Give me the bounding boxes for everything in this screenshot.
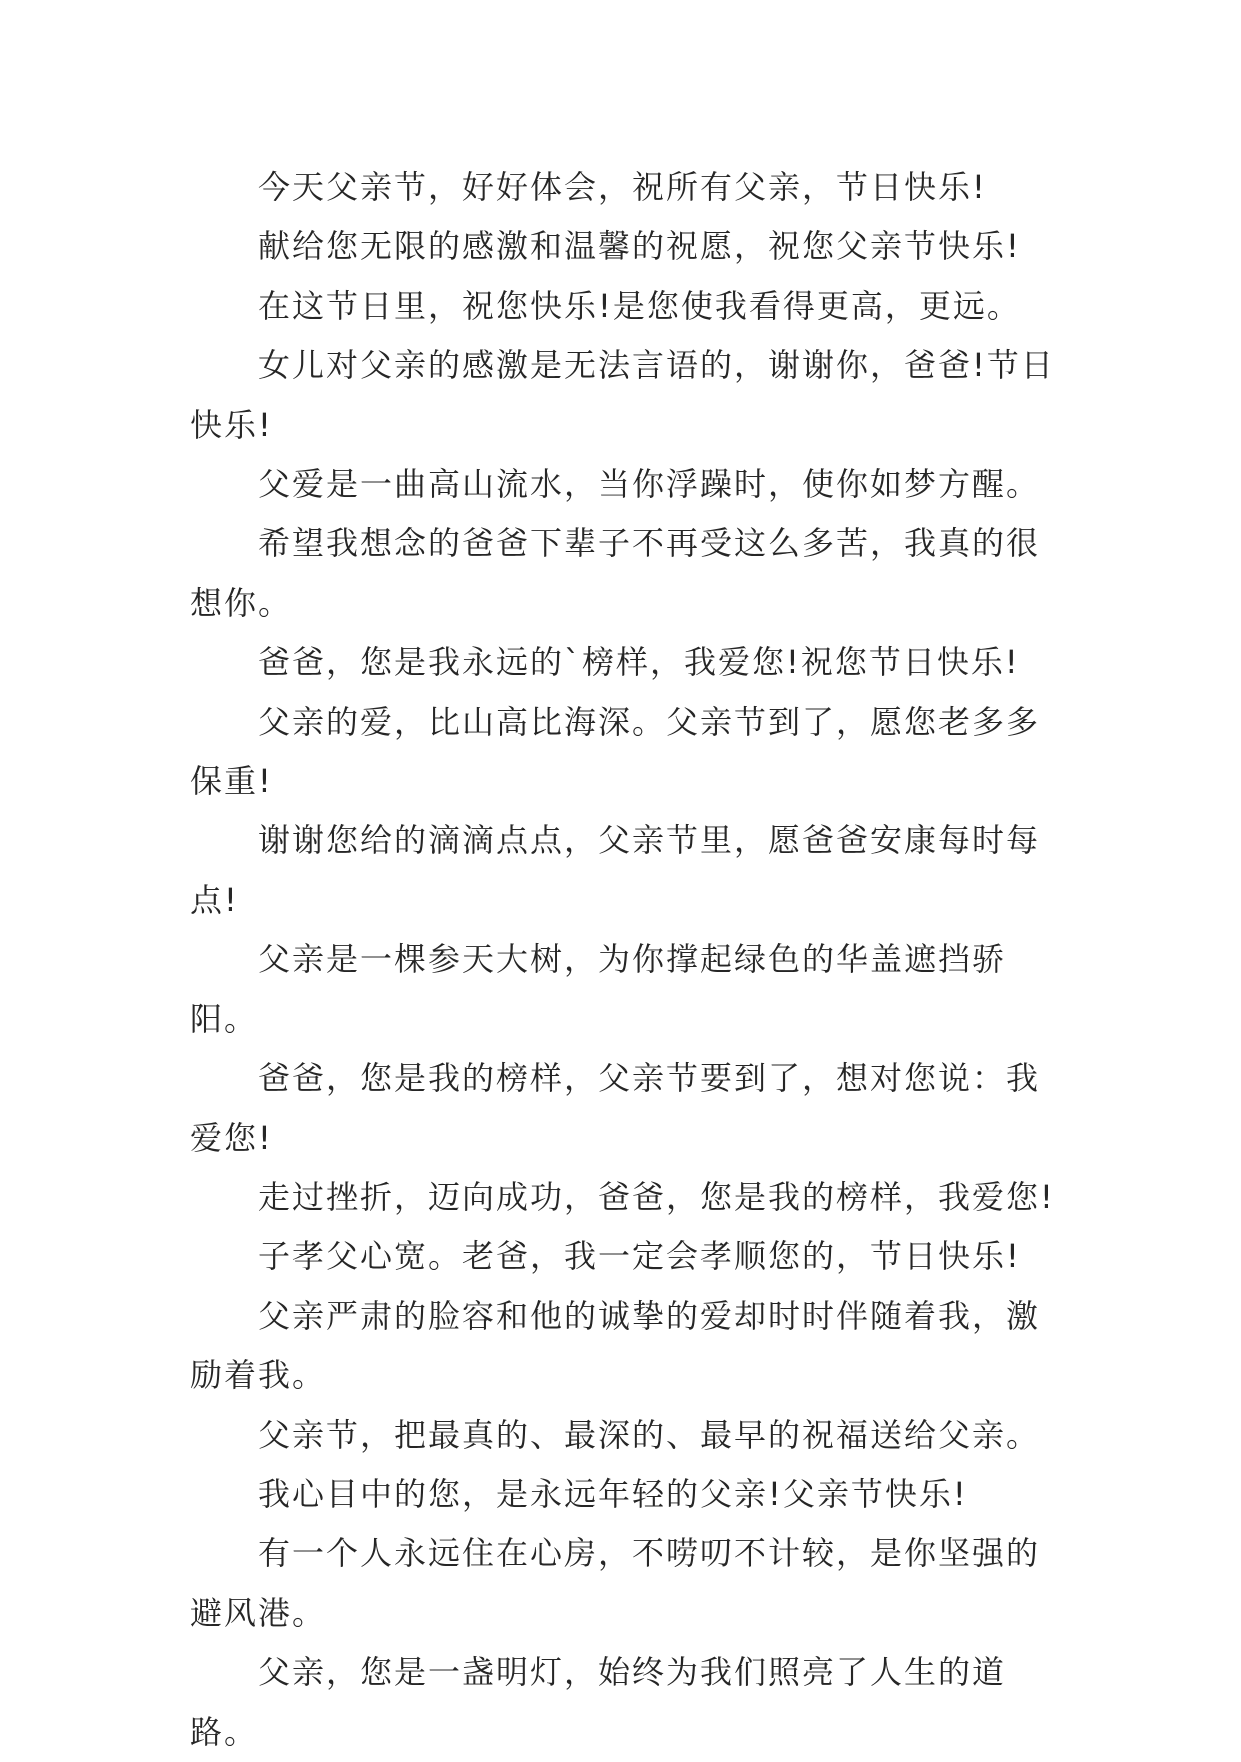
paragraph-13: 子孝父心宽。老爸，我一定会孝顺您的，节日快乐!: [258, 1237, 1021, 1276]
paragraph-16: 我心目中的您，是永远年轻的父亲!父亲节快乐!: [258, 1474, 968, 1513]
paragraph-8: 父亲的爱，比山高比海深。父亲节到了，愿您老多多保重!: [190, 702, 1041, 801]
paragraph-17: 有一个人永远住在心房，不唠叨不计较，是你坚强的避风港。: [190, 1534, 1041, 1632]
paragraph-2: 献给您无限的感激和温馨的祝愿，祝您父亲节快乐!: [258, 227, 1021, 266]
paragraph-7: 爸爸，您是我永远的`榜样，我爱您!祝您节日快乐!: [258, 643, 1020, 682]
paragraph-1: 今天父亲节，好好体会，祝所有父亲，节日快乐!: [258, 168, 987, 206]
document-body: [190, 158, 1070, 1762]
paragraph-3: 在这节日里，祝您快乐!是您使我看得更高，更远。: [258, 286, 1021, 325]
paragraph-14: 父亲严肃的脸容和他的诚挚的爱却时时伴随着我，激励着我。: [190, 1296, 1041, 1395]
paragraph-11: 爸爸，您是我的榜样，父亲节要到了，想对您说：我爱您!: [190, 1059, 1041, 1157]
paragraph-10: 父亲是一棵参天大树，为你撑起绿色的华盖遮挡骄阳。: [190, 940, 1007, 1038]
paragraph-4: 女儿对父亲的感激是无法言语的，谢谢你，爸爸!节日快乐!: [190, 346, 1055, 444]
paragraph-6: 希望我想念的爸爸下辈子不再受这么多苦，我真的很想你。: [190, 524, 1041, 622]
paragraph-9: 谢谢您给的滴滴点点，父亲节里，愿爸爸安康每时每点!: [190, 821, 1041, 919]
paragraph-15: 父亲节，把最真的、最深的、最早的祝福送给父亲。: [258, 1415, 1041, 1454]
paragraph-12: 走过挫折，迈向成功，爸爸，您是我的榜样，我爱您!: [258, 1177, 1055, 1216]
paragraph-5: 父爱是一曲高山流水，当你浮躁时，使你如梦方醒。: [258, 465, 1041, 504]
paragraph-18: 父亲，您是一盏明灯，始终为我们照亮了人生的道路。: [190, 1653, 1007, 1751]
